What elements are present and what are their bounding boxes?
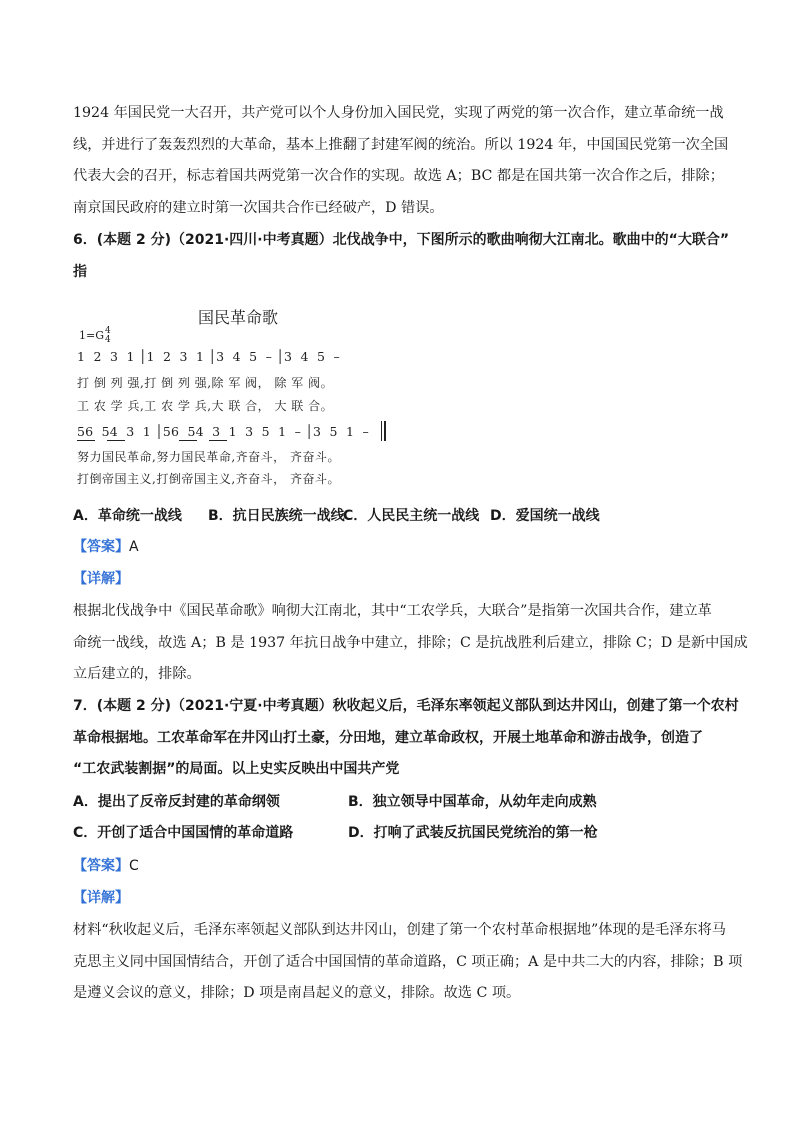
question-7-stem <box>73 690 739 785</box>
q6-option-b: B．抗日民族统一战线 <box>208 508 345 524</box>
intro-line: 代表大会的召开，标志着国共两党第一次合作的实现。故选 A；BC 都是在国共第一次合作之后，排除； <box>73 168 724 185</box>
answer-value: A <box>129 539 139 555</box>
intro-line: 南京国民政府的建立时第一次国共合作已经破产，D 错误。 <box>73 199 444 216</box>
q7-detail-line: 克思主义同中国国情结合，开创了适合中国国情的革命道路，C 项正确；A 是中共二大的内容，排除；B 项 <box>73 953 743 970</box>
intro-line: 1924 年国民党一大召开，共产党可以个人身份加入国民党，实现了两党的第一次合作，建立革命统一战 <box>73 105 724 121</box>
note-underline <box>77 440 95 441</box>
q7-option-b: B．独立领导中国革命，从幼年走向成熟 <box>348 794 597 810</box>
intro-line: 线，并进行了轰轰烈烈的大革命，基本上推翻了封建军阀的统治。所以 1924 年，中国国民党第一次全国 <box>73 136 729 153</box>
q7-answer <box>73 850 723 913</box>
question-7-stem-line: 革命根据地。工农革命军在井冈山打土豪，分田地，建立革命政权，开展土地革命和游击战争，创造了 <box>73 729 703 746</box>
song-notes-row-1: 1 2 3 1 │1 2 3 1 │3 4 5 – │3 4 5 – <box>77 349 340 364</box>
question-7-stem-line: 7．(本题 2 分)（2021·宁夏·中考真题）秋收起义后，毛泽东率领起义部队到达井冈山，创建了第一个农村 <box>73 698 739 714</box>
song-notes-row-2: 56 54 3 1 │56 54 3 1 3 5 1 – │3 5 1 – <box>77 424 369 439</box>
detail-label: 【详解】 <box>73 570 129 587</box>
q7-detail-line: 材料“秋收起义后，毛泽东率领起义部队到达井冈山，创建了第一个农村革命根据地”体现的是毛泽东将马 <box>73 922 726 938</box>
answer-value: C <box>129 858 139 874</box>
song-key-signature: 1=G4 4 <box>79 326 111 345</box>
question-6-stem-line: 指 <box>73 263 87 280</box>
q6-detail-line: 根据北伐战争中《国民革命歌》响彻大江南北，其中“工农学兵，大联合”是指第一次国共合作，建立革 <box>73 603 712 619</box>
song-lyrics-row-1b: 工 农 学 兵,工 农 学 兵,大 联 合， 大 联 合。 <box>77 399 334 413</box>
note-underline <box>107 440 125 441</box>
final-barline <box>381 421 382 441</box>
q6-detail-line: 命统一战线，故选 A；B 是 1937 年抗日战争中建立，排除；C 是抗战胜利后建立，排除 C；D 是新中国成 <box>73 634 748 651</box>
question-6-stem-line: 6．(本题 2 分)（2021·四川·中考真题）北伐战争中，下图所示的歌曲响彻大江南北。歌曲中的“大联合” <box>73 232 730 248</box>
note-underline <box>179 440 197 441</box>
q7-detail-line: 是遵义会议的意义，排除；D 项是南昌起义的意义，排除。故选 C 项。 <box>73 985 521 1002</box>
note-underline <box>209 440 227 441</box>
question-7-stem-line: “工农武装割据”的局面。以上史实反映出中国共产党 <box>73 761 400 778</box>
final-barline <box>384 421 386 441</box>
answer-label: 【答案】 <box>73 858 129 874</box>
q6-detail <box>73 595 748 690</box>
q7-option-c: C．开创了适合中国国情的革命道路 <box>73 825 294 841</box>
q6-option-c: C．人民民主统一战线 <box>343 508 480 524</box>
q6-option-a: A．革命统一战线 <box>73 508 182 524</box>
answer-label: 【答案】 <box>73 539 129 555</box>
detail-label: 【详解】 <box>73 889 129 906</box>
intro-paragraph <box>73 97 729 223</box>
q6-detail-line: 立后建立的，排除。 <box>73 666 201 683</box>
q6-option-d: D．爱国统一战线 <box>490 508 600 524</box>
q7-option-a: A．提出了反帝反封建的革命纲领 <box>73 794 280 810</box>
song-lyrics-row-1a: 打 倒 列 强,打 倒 列 强,除 军 阀， 除 军 阀。 <box>77 376 334 390</box>
song-lyrics-row-2a: 努力国民革命,努力国民革命,齐奋斗， 齐奋斗。 <box>77 450 340 464</box>
song-lyrics-row-2b: 打倒帝国主义,打倒帝国主义,齐奋斗， 齐奋斗。 <box>77 472 340 486</box>
q6-answer <box>73 531 723 594</box>
song-score-figure <box>73 305 393 486</box>
q7-detail <box>73 914 743 1009</box>
question-6-stem <box>73 224 730 287</box>
song-title: 国民革命歌 <box>198 308 279 327</box>
q7-option-d: D．打响了武装反抗国民党统治的第一枪 <box>348 825 598 841</box>
